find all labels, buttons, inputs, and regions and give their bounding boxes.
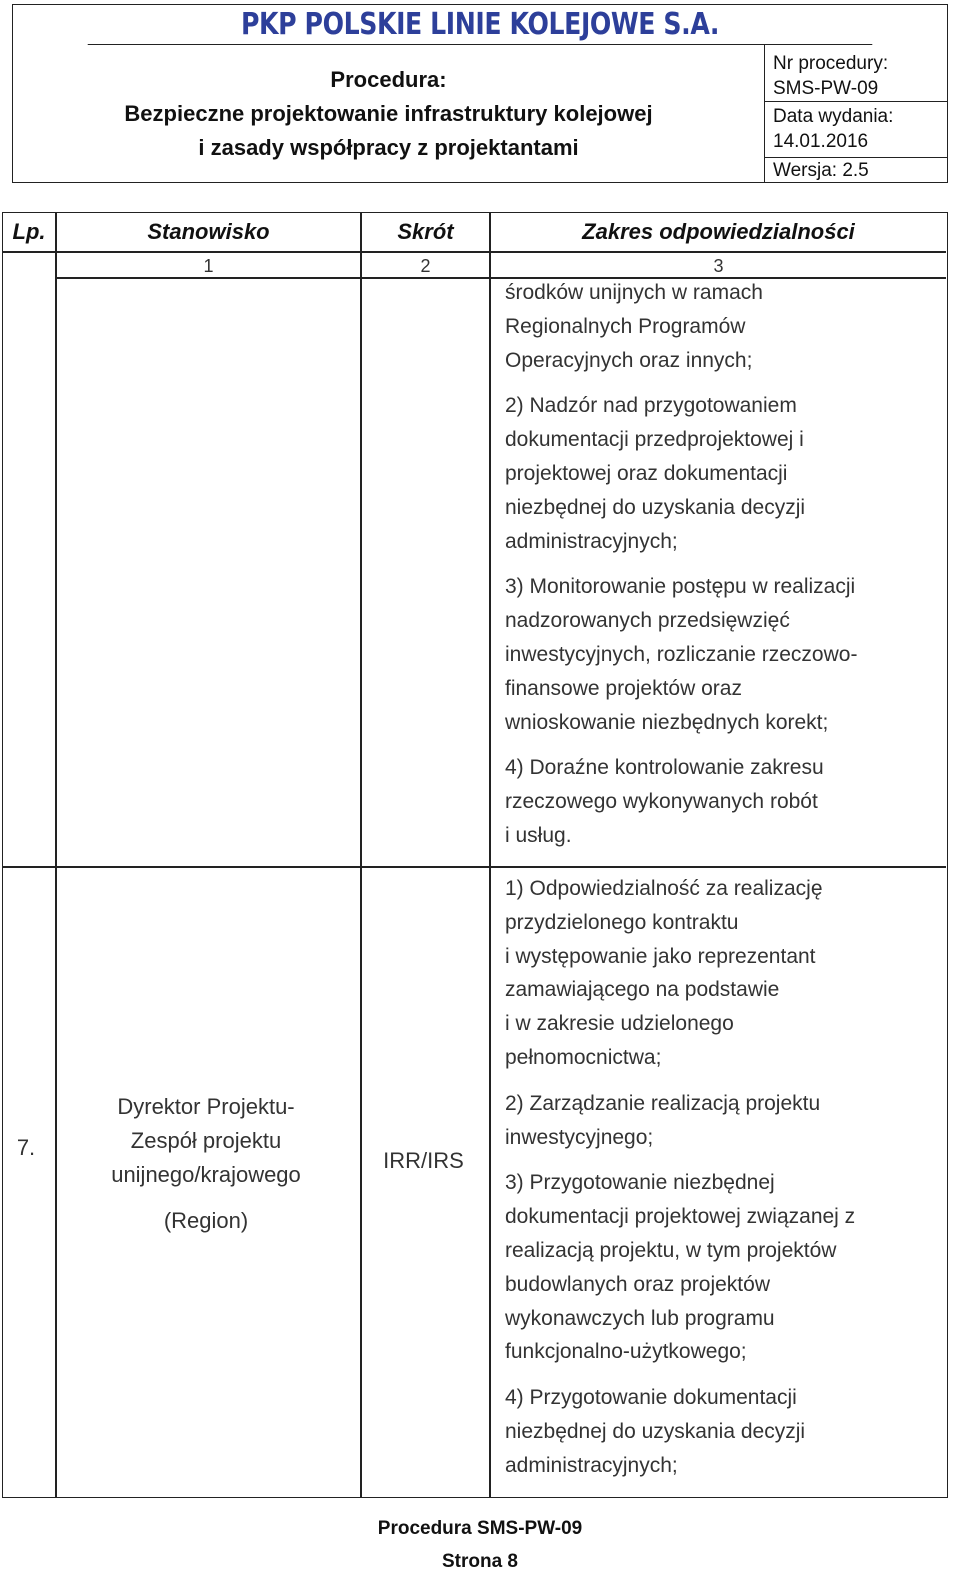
scope-line: i usług.	[505, 823, 572, 847]
scope-item	[505, 276, 935, 377]
procedure-number-value: SMS-PW-09	[773, 78, 879, 99]
scope-line: przydzielonego kontraktu	[505, 910, 739, 934]
scope-item	[505, 1381, 935, 1482]
scope-line: budowlanych oraz projektów	[505, 1272, 770, 1296]
issue-date-cell	[765, 102, 947, 158]
scope-line: wnioskowanie niezbędnych korekt;	[505, 710, 829, 734]
scope-line: rzeczowego wykonywanych robót	[505, 790, 818, 814]
row-number: 7.	[16, 1135, 36, 1160]
issue-date-label: Data wydania:	[773, 106, 894, 127]
scope-item	[505, 570, 935, 739]
procedure-number-cell	[765, 45, 947, 102]
company-name: PKP POLSKIE LINIE KOLEJOWE S.A.	[88, 5, 873, 45]
position-line: unijnego/krajowego	[111, 1162, 301, 1187]
page-footer	[0, 1512, 960, 1578]
scope-line: i występowanie jako reprezentant	[505, 944, 816, 968]
scope-line: 1) Odpowiedzialność za realizację	[505, 877, 823, 900]
scope-line: wykonawczych lub programu	[505, 1306, 775, 1330]
scope-line: inwestycyjnego;	[505, 1125, 654, 1149]
footer-procedure: Procedura SMS-PW-09	[377, 1518, 583, 1539]
row-divider	[3, 866, 946, 868]
column-number: 2	[420, 256, 431, 276]
document-header	[12, 4, 948, 183]
scope-line: projektowej oraz dokumentacji	[505, 461, 788, 485]
procedure-number-label: Nr procedury:	[773, 53, 889, 74]
header-abbr: Skrót	[397, 219, 454, 244]
position-line: Dyrektor Projektu-	[117, 1094, 295, 1119]
scope-line: 3) Przygotowanie niezbędnej	[505, 1171, 775, 1195]
scope-line: niezbędnej do uzyskania decyzji	[505, 1419, 806, 1443]
abbreviation-cell: IRR/IRS	[383, 1148, 464, 1173]
scope-item	[505, 1087, 935, 1155]
column-number: 1	[203, 256, 214, 276]
column-divider	[489, 213, 491, 1497]
scope-line: administracyjnych;	[505, 1453, 678, 1477]
scope-line: niezbędnej do uzyskania decyzji	[505, 495, 806, 519]
procedure-title-line2: i zasady współpracy z projektantami	[198, 134, 579, 160]
scope-line: zamawiającego na podstawie	[505, 978, 780, 1002]
position-region: (Region)	[163, 1208, 249, 1233]
scope-line: funkcjonalno-użytkowego;	[505, 1340, 747, 1364]
header-position: Stanowisko	[147, 219, 270, 244]
scope-line: pełnomocnictwa;	[505, 1045, 662, 1069]
scope-line: Operacyjnych oraz innych;	[505, 348, 753, 372]
column-number: 3	[713, 256, 724, 276]
column-divider	[360, 213, 362, 1497]
procedure-title-line1: Bezpieczne projektowanie infrastruktury kolejowej	[124, 100, 653, 126]
procedure-label: Procedura:	[330, 66, 447, 92]
scope-item	[505, 751, 935, 852]
scope-line: administracyjnych;	[505, 529, 678, 553]
scope-line: realizacją projektu, w tym projektów	[505, 1238, 837, 1262]
header-lp: Lp.	[12, 219, 46, 244]
scope-line: 4) Przygotowanie dokumentacji	[505, 1386, 797, 1410]
scope-line: nadzorowanych przedsięwzięć	[505, 609, 790, 633]
position-line: Zespół projektu	[130, 1128, 282, 1153]
procedure-meta	[765, 45, 947, 182]
scope-line: 3) Monitorowanie postępu w realizacji	[505, 575, 856, 599]
scope-line: środków unijnych w ramach	[505, 281, 763, 304]
scope-line: inwestycyjnych, rozliczanie rzeczowo-	[505, 642, 858, 666]
header-scope: Zakres odpowiedzialności	[582, 219, 855, 244]
version-cell: Wersja: 2.5	[773, 160, 869, 181]
scope-line: 4) Doraźne kontrolowanie zakresu	[505, 756, 824, 780]
scope-line: dokumentacji przedprojektowej i	[505, 428, 804, 452]
column-divider	[55, 213, 57, 1497]
position-cell	[54, 1090, 358, 1238]
procedure-title-block	[13, 45, 765, 182]
scope-item	[505, 389, 935, 558]
scope-line: 2) Zarządzanie realizacją projektu	[505, 1091, 821, 1115]
issue-date-value: 14.01.2016	[773, 131, 869, 152]
scope-item	[505, 872, 935, 1075]
scope-line: i w zakresie udzielonego	[505, 1012, 734, 1036]
scope-cell-previous-row	[505, 276, 935, 865]
footer-page-number: Strona 8	[441, 1551, 519, 1572]
scope-line: dokumentacji projektowej związanej z	[505, 1205, 856, 1229]
scope-cell-row7	[505, 872, 935, 1495]
scope-item	[505, 1166, 935, 1369]
scope-line: 2) Nadzór nad przygotowaniem	[505, 394, 797, 418]
scope-line: finansowe projektów oraz	[505, 676, 742, 700]
scope-line: Regionalnych Programów	[505, 314, 746, 338]
